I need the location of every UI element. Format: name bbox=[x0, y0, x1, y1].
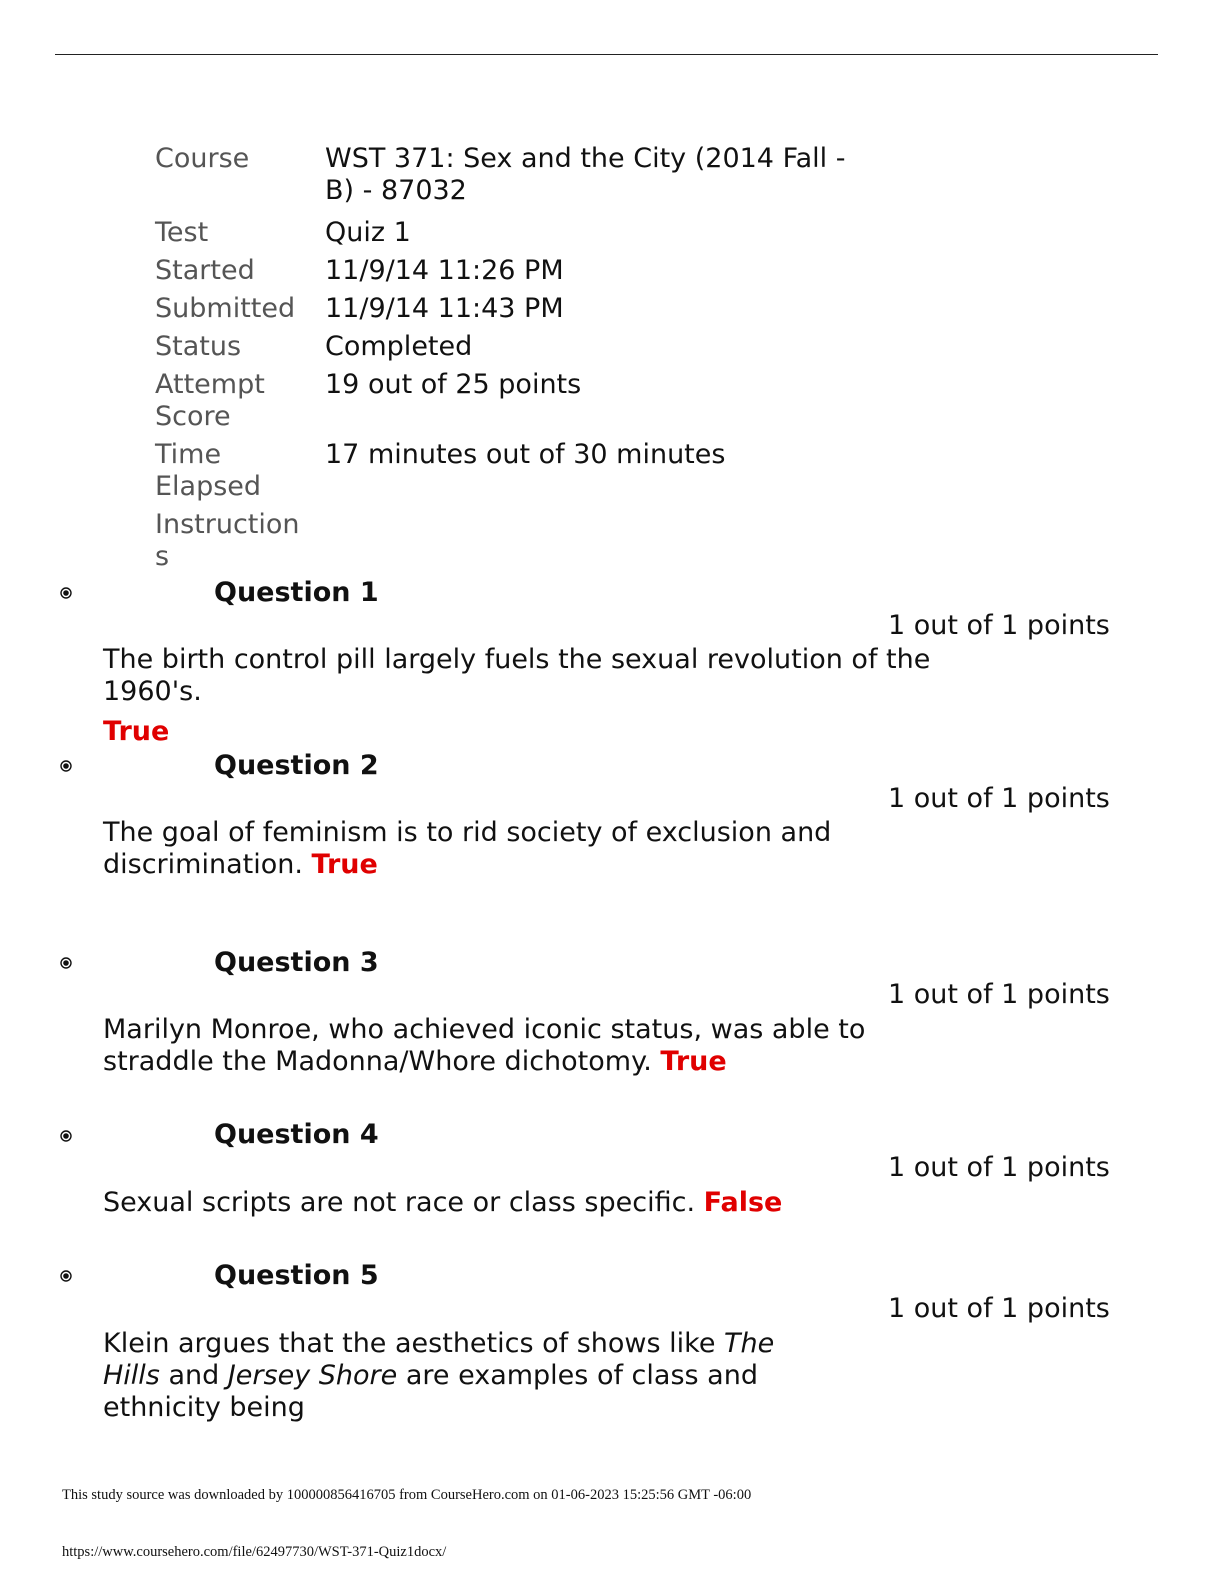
info-value: 11/9/14 11:43 PM bbox=[325, 293, 564, 324]
question-4-answer: False bbox=[703, 1187, 783, 1218]
info-value: 19 out of 25 points bbox=[325, 369, 582, 400]
question-text: Marilyn Monroe, who achieved iconic status, was able to straddle the Madonna/Whore dichotomy. bbox=[103, 1014, 866, 1077]
show-title: The Hills bbox=[103, 1328, 775, 1391]
info-value bbox=[325, 509, 885, 573]
download-source-line: This study source was downloaded by 100000856416705 from CourseHero.com on 01-06-2023 15:25:56 GMT -06:00 bbox=[62, 1487, 752, 1503]
info-row-time-elapsed bbox=[155, 439, 885, 509]
question-1-points: 1 out of 1 points bbox=[888, 610, 1110, 641]
info-value: Quiz 1 bbox=[325, 217, 411, 248]
bullet-icon bbox=[60, 1270, 72, 1282]
info-value: Completed bbox=[325, 331, 473, 362]
question-1-answer: True bbox=[103, 716, 170, 747]
info-label: Instructions bbox=[155, 509, 300, 572]
question-5-points: 1 out of 1 points bbox=[888, 1293, 1110, 1324]
info-label: Course bbox=[155, 143, 250, 174]
question-2-title: Question 2 bbox=[214, 750, 379, 781]
info-row-submitted bbox=[155, 293, 885, 331]
info-label: Status bbox=[155, 331, 242, 362]
show-title: Jersey Shore bbox=[227, 1360, 398, 1391]
question-3-title: Question 3 bbox=[214, 947, 379, 978]
info-label: Attempt Score bbox=[155, 369, 265, 432]
question-1-title: Question 1 bbox=[214, 577, 379, 608]
info-row-attempt-score bbox=[155, 369, 885, 439]
question-3-answer: True bbox=[660, 1046, 727, 1077]
test-info-table bbox=[155, 143, 885, 573]
question-text: The goal of feminism is to rid society of exclusion and discrimination. bbox=[103, 817, 832, 880]
info-label: Submitted bbox=[155, 293, 296, 324]
bullet-icon bbox=[60, 1130, 72, 1142]
question-text: The birth control pill largely fuels the sexual revolution of the 1960's. bbox=[103, 644, 931, 707]
info-label: Test bbox=[155, 217, 209, 248]
question-5-title: Question 5 bbox=[214, 1260, 379, 1291]
info-value: 17 minutes out of 30 minutes bbox=[325, 439, 726, 470]
question-text-part: are examples of class and ethnicity being bbox=[103, 1360, 758, 1423]
bullet-icon bbox=[60, 760, 72, 772]
question-text: Sexual scripts are not race or class specific. bbox=[103, 1187, 696, 1218]
info-row-status bbox=[155, 331, 885, 369]
question-text-part: and bbox=[159, 1360, 228, 1391]
question-4-text bbox=[103, 1187, 1003, 1219]
question-2-points: 1 out of 1 points bbox=[888, 783, 1110, 814]
info-row-started bbox=[155, 255, 885, 293]
source-url[interactable]: https://www.coursehero.com/file/62497730/WST-371-Quiz1docx/ bbox=[62, 1544, 447, 1560]
info-label: Time Elapsed bbox=[155, 439, 262, 502]
info-value: WST 371: Sex and the City (2014 Fall - B) - 87032 bbox=[325, 143, 846, 206]
info-row-instructions bbox=[155, 509, 885, 573]
top-divider bbox=[55, 54, 1158, 55]
info-value: 11/9/14 11:26 PM bbox=[325, 255, 564, 286]
info-label: Started bbox=[155, 255, 255, 286]
question-2-answer: True bbox=[311, 849, 378, 880]
question-text-part: Klein argues that the aesthetics of shows like bbox=[103, 1328, 725, 1359]
question-1-text bbox=[103, 644, 963, 708]
info-row-course bbox=[155, 143, 885, 217]
question-3-points: 1 out of 1 points bbox=[888, 979, 1110, 1010]
info-row-test bbox=[155, 217, 885, 255]
question-5-text bbox=[103, 1328, 803, 1424]
bullet-icon bbox=[60, 957, 72, 969]
question-2-text bbox=[103, 817, 873, 881]
bullet-icon bbox=[60, 587, 72, 599]
question-4-title: Question 4 bbox=[214, 1119, 379, 1150]
question-4-points: 1 out of 1 points bbox=[888, 1152, 1110, 1183]
question-3-text bbox=[103, 1014, 903, 1078]
